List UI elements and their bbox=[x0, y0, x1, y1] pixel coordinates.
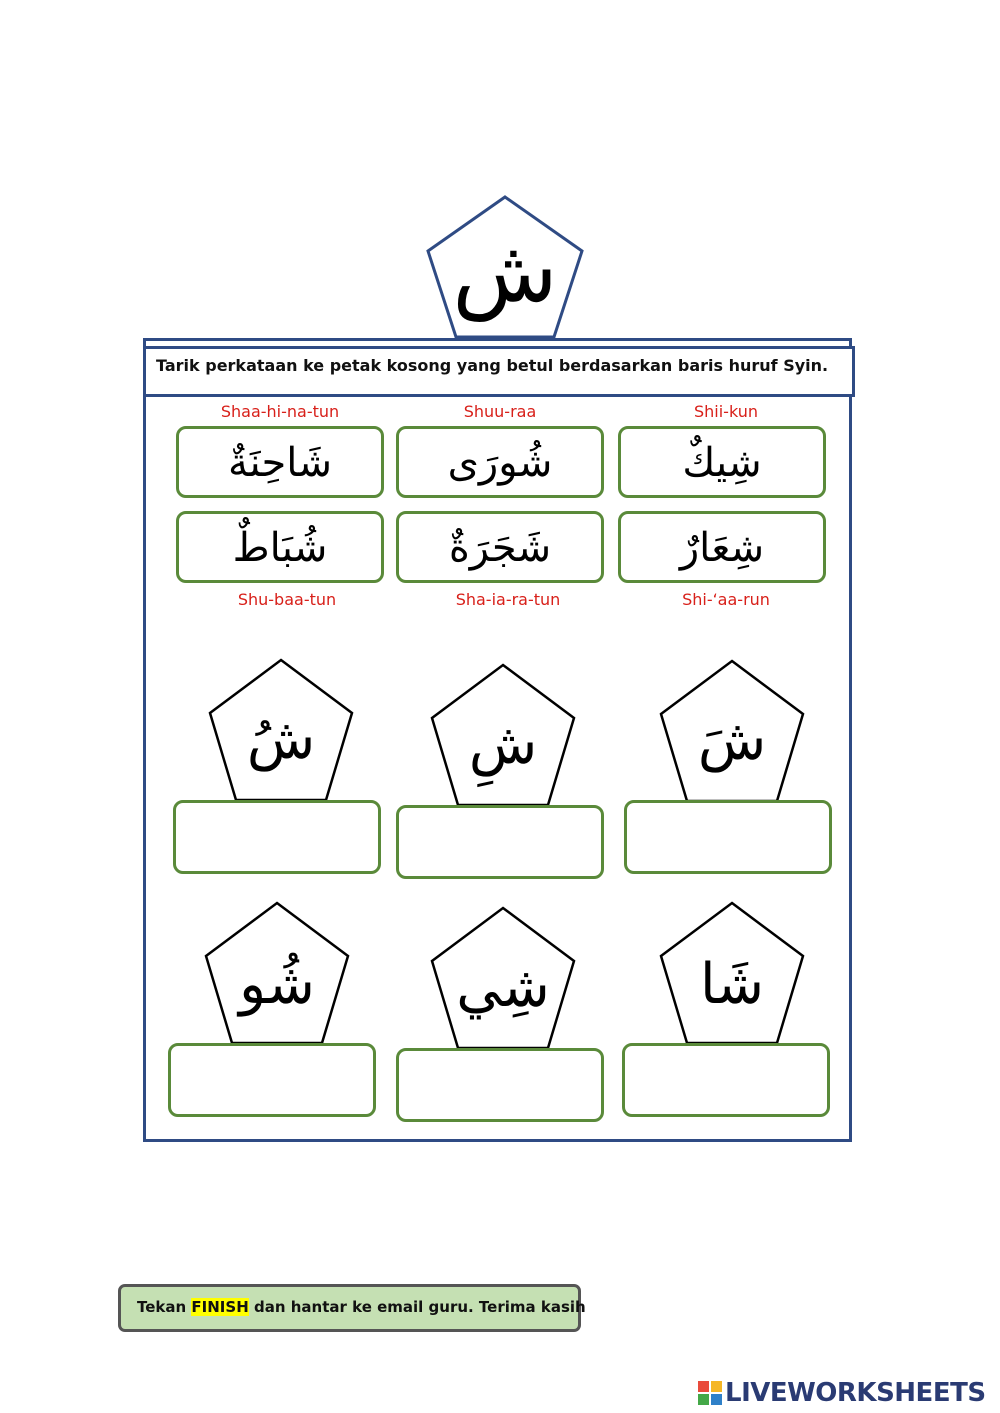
romanization-label: Shi-‘aa-run bbox=[682, 590, 770, 609]
word-card-text: شِيكٌ bbox=[682, 440, 762, 486]
footer-text-before: Tekan bbox=[137, 1298, 192, 1316]
word-card[interactable] bbox=[176, 426, 384, 498]
word-card-text: شُورَى bbox=[447, 440, 553, 486]
word-card-text: شِعَارٌ bbox=[679, 525, 765, 571]
answer-drop-box[interactable] bbox=[168, 1043, 376, 1117]
romanization-label: Shii-kun bbox=[693, 402, 758, 421]
target-letter: شَ bbox=[697, 708, 767, 773]
title-letter: ش bbox=[452, 222, 558, 322]
footer-text-after: dan hantar ke email guru. Terima kasih bbox=[248, 1298, 586, 1316]
answer-drop-box[interactable] bbox=[622, 1043, 830, 1117]
word-card[interactable] bbox=[618, 426, 826, 498]
target-letter: شَا bbox=[700, 952, 764, 1017]
answer-drop-box[interactable] bbox=[396, 1048, 604, 1122]
romanization-label: Shaa-hi-na-tun bbox=[220, 402, 340, 421]
word-card[interactable] bbox=[618, 511, 826, 583]
romanization-label: Shu-baa-tun bbox=[237, 590, 337, 609]
answer-drop-box[interactable] bbox=[396, 805, 604, 879]
brand-name: LIVEWORKSHEETS bbox=[725, 1378, 986, 1408]
romanization-label: Shuu-raa bbox=[463, 402, 537, 421]
word-card[interactable] bbox=[396, 511, 604, 583]
instruction-text: Tarik perkataan ke petak kosong yang betul berdasarkan baris huruf Syin. bbox=[156, 356, 829, 375]
target-letter: شِي bbox=[456, 955, 550, 1020]
answer-drop-box[interactable] bbox=[173, 800, 381, 874]
word-card[interactable] bbox=[176, 511, 384, 583]
word-card-text: شَجَرَةٌ bbox=[448, 525, 552, 571]
word-card-text: شُبَاطٌ bbox=[232, 525, 328, 571]
target-letter: شُ bbox=[246, 707, 316, 772]
target-letter: شِ bbox=[468, 712, 538, 777]
answer-drop-box[interactable] bbox=[624, 800, 832, 874]
finish-highlight: FINISH bbox=[191, 1298, 249, 1316]
target-letter: شُو bbox=[239, 952, 315, 1017]
word-card-text: شَاحِنَةٌ bbox=[228, 440, 332, 486]
brand-icon bbox=[697, 1380, 723, 1406]
romanization-label: Sha-ia-ra-tun bbox=[455, 590, 561, 609]
word-card[interactable] bbox=[396, 426, 604, 498]
footer-note bbox=[137, 1298, 586, 1316]
